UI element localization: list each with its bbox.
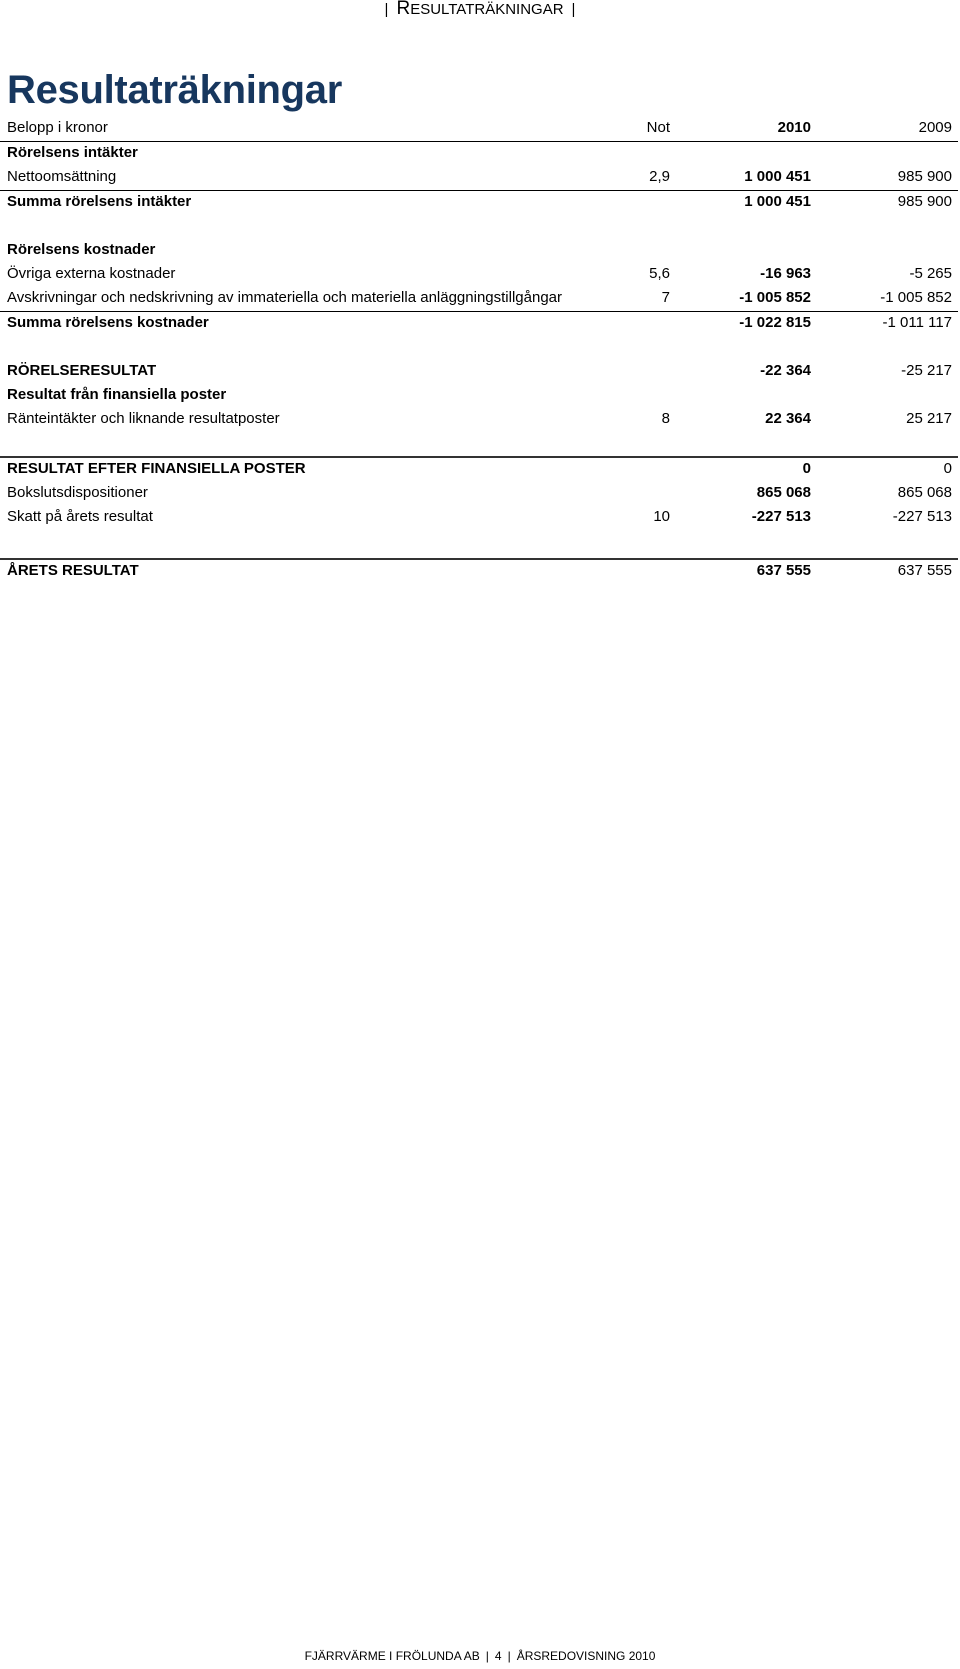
row-label: ÅRETS RESULTAT (7, 562, 139, 579)
running-title-initial: R (396, 0, 411, 19)
row-note: 8 (661, 410, 670, 427)
row-label: Summa rörelsens intäkter (7, 193, 192, 210)
table-header-row (0, 117, 958, 142)
row-value-2010: 0 (802, 460, 811, 477)
row-label: Summa rörelsens kostnader (7, 314, 209, 331)
income-statement-table (0, 117, 958, 584)
footer-page-number: 4 (494, 1649, 502, 1663)
subtotal-row (0, 312, 958, 336)
row-value-2010: 865 068 (756, 484, 811, 501)
footer-company: FJÄRRVÄRME I FRÖLUNDA AB (304, 1649, 480, 1663)
table-row (0, 263, 958, 287)
table-row (0, 408, 958, 432)
year-previous-header: 2009 (918, 119, 952, 136)
note-column-header: Not (646, 119, 670, 136)
page-title: Resultaträkningar (7, 68, 342, 112)
row-note: 2,9 (649, 168, 670, 185)
running-title: ESULTATRÄKNINGAR (410, 1, 564, 18)
row-value-2009: 985 900 (897, 193, 952, 210)
table-row (0, 506, 958, 530)
row-label: Avskrivningar och nedskrivning av immateriella och materiella anläggningstillgångar (7, 289, 563, 306)
footer-separator: | (507, 1649, 511, 1663)
row-spacer (0, 530, 958, 558)
row-value-2010: -1 005 852 (739, 289, 811, 306)
row-value-2010: -16 963 (760, 265, 811, 282)
row-label: Ränteintäkter och liknande resultatposter (7, 410, 280, 427)
row-label: Skatt på årets resultat (7, 508, 153, 525)
table-row (0, 482, 958, 506)
subtotal-row (0, 191, 958, 215)
section-heading-row (0, 142, 958, 166)
row-label: Nettoomsättning (7, 168, 117, 185)
row-value-2010: -1 022 815 (739, 314, 811, 331)
row-value-2009: 985 900 (897, 168, 952, 185)
row-label: RÖRELSERESULTAT (7, 362, 157, 379)
header-separator-right: | (571, 1, 576, 18)
row-value-2010: -227 513 (751, 508, 811, 525)
row-value-2010: 637 555 (756, 562, 811, 579)
row-value-2009: -1 011 117 (882, 314, 952, 331)
row-value-2009: -227 513 (892, 508, 952, 525)
row-spacer (0, 432, 958, 456)
result-after-financial-row (0, 456, 958, 482)
row-label: Rörelsens kostnader (7, 241, 156, 258)
row-value-2009: 25 217 (906, 410, 952, 427)
amount-unit-label: Belopp i kronor (7, 119, 108, 136)
row-label: Resultat från finansiella poster (7, 386, 227, 403)
row-value-2010: 22 364 (765, 410, 811, 427)
section-heading-row (0, 384, 958, 408)
row-value-2010: -22 364 (760, 362, 811, 379)
operating-result-row (0, 360, 958, 384)
row-value-2009: -5 265 (909, 265, 952, 282)
row-value-2009: -1 005 852 (880, 289, 952, 306)
row-spacer (0, 215, 958, 239)
row-note: 7 (661, 289, 670, 306)
row-value-2009: 865 068 (897, 484, 952, 501)
section-heading-row (0, 239, 958, 263)
row-value-2009: 0 (943, 460, 952, 477)
row-spacer (0, 336, 958, 360)
year-current-header: 2010 (777, 119, 811, 136)
row-value-2009: -25 217 (901, 362, 952, 379)
footer-separator: | (485, 1649, 489, 1663)
row-note: 5,6 (649, 265, 670, 282)
row-note: 10 (653, 508, 670, 525)
row-value-2009: 637 555 (897, 562, 952, 579)
row-value-2010: 1 000 451 (744, 193, 811, 210)
row-label: Bokslutsdispositioner (7, 484, 148, 501)
header-separator-left: | (384, 1, 389, 18)
footer-report-title: ÅRSREDOVISNING 2010 (516, 1649, 656, 1663)
net-result-row (0, 558, 958, 584)
row-label: RESULTAT EFTER FINANSIELLA POSTER (7, 460, 306, 477)
page-footer (0, 1648, 960, 1664)
running-header (0, 0, 960, 19)
table-row (0, 287, 958, 312)
table-row (0, 166, 958, 191)
row-label: Övriga externa kostnader (7, 265, 176, 282)
row-value-2010: 1 000 451 (744, 168, 811, 185)
row-label: Rörelsens intäkter (7, 144, 138, 161)
